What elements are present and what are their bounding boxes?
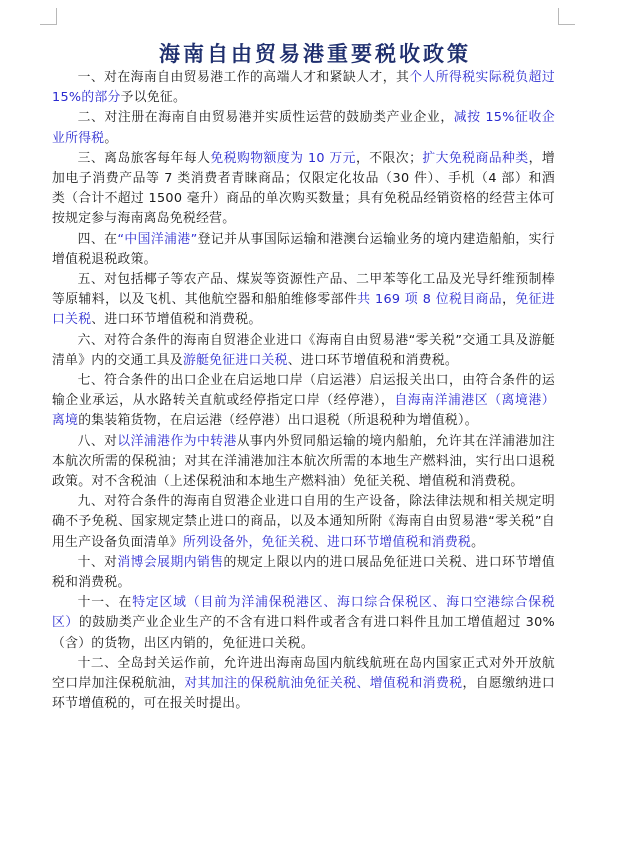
policy-paragraph-2 — [52, 108, 555, 148]
crop-mark-top-right — [558, 8, 575, 25]
paragraph-text: ，增加电子消费产品等 7 类消费者青睐商品；仅限定化妆品（30 件）、手机（4 部）和酒类（合计不超过 1500 毫升）商品的单次购买数量；具有免税品经销资格的经营主体可按规定参与海南离岛免税经营。 — [52, 150, 556, 227]
policy-paragraph-8 — [52, 432, 555, 493]
highlighted-text: “中国洋浦港” — [117, 231, 198, 247]
paragraph-text: 四、在 — [77, 231, 118, 247]
paragraph-text: 三、离岛旅客每年每人 — [77, 150, 211, 166]
paragraph-text: 十、对 — [77, 554, 118, 570]
document-body — [52, 68, 555, 715]
paragraph-text: 七、符合条件的出口企业在启运地口岸（启运港）启运报关出口，由符合条件的运输企业承运，从水路转关直航或经停指定口岸（经停港）， — [52, 373, 555, 409]
paragraph-text: 九、对符合条件的海南自贸港企业进口自用的生产设备，除法律法规和相关规定明确不予免税、国家规定禁止进口的商品，以及本通知所附《海南自由贸易港“零关税”自用生产设备负面清单》 — [52, 494, 555, 550]
paragraph-text: 十一、在 — [77, 595, 133, 611]
paragraph-text: 。 — [104, 130, 118, 146]
highlighted-text: 免税购物额度为 10 万元 — [210, 150, 356, 166]
paragraph-text: 、进口环节增值税和消费税。 — [91, 312, 262, 328]
paragraph-text: 从事内外贸同船运输的境内船舶，允许其在洋浦港加注本航次所需的保税油；对其在洋浦港加注本航次所需的本地生产燃料油，实行出口退税政策。对不含税油（上述保税油和本地生产燃料油）免征关税、增值税和消费税。 — [52, 433, 555, 490]
policy-paragraph-12 — [52, 654, 555, 715]
policy-paragraph-6 — [52, 331, 555, 371]
policy-paragraph-10 — [52, 553, 555, 593]
policy-paragraph-4 — [52, 230, 555, 270]
paragraph-text: 、进口环节增值税和消费税。 — [287, 352, 459, 368]
paragraph-text: 的集装箱货物，在启运港（经停港）出口退税（所退税种为增值税）。 — [78, 413, 478, 429]
policy-paragraph-1 — [52, 68, 555, 108]
paragraph-text: 的规定上限以内的进口展品免征进口关税、进口环节增值税和消费税。 — [52, 554, 555, 591]
paragraph-text: 的鼓励类产业企业生产的不含有进口料件或者含有进口料件且加工增值超过 30%（含）的货物，出区内销的，免征进口关税。 — [52, 615, 555, 651]
paragraph-text: ， — [502, 292, 516, 308]
highlighted-text: 游艇免征进口关税 — [182, 352, 288, 368]
policy-paragraph-7 — [52, 371, 555, 432]
highlighted-text: 共 169 项 8 位税目商品 — [357, 292, 503, 308]
document-title: 海南自由贸易港重要税收政策 — [159, 42, 471, 66]
paragraph-text: 五、对包括椰子等农产品、煤炭等资源性产品、二甲苯等化工品及光导纤维预制棒等原辅料，以及飞机、其他航空器和船舶维修零部件 — [52, 272, 555, 308]
highlighted-text: 以洋浦港作为中转港 — [117, 433, 237, 449]
highlighted-text: 自海南洋浦港区（离境港）离境 — [52, 393, 555, 429]
paragraph-text: 登记并从事国际运输和港澳台运输业务的境内建造船舶，实行增值税退税政策。 — [52, 231, 556, 267]
highlighted-text: 消博会展期内销售 — [117, 554, 224, 570]
policy-paragraph-11 — [52, 593, 555, 654]
paragraph-text: ，自愿缴纳进口环节增值税的，可在报关时提出。 — [52, 676, 555, 712]
highlighted-text: 减按 15%征收企业所得税 — [52, 110, 555, 146]
paragraph-text: 八、对 — [77, 433, 118, 449]
paragraph-text: 予以免征。 — [120, 90, 187, 106]
paragraph-text: 。 — [471, 534, 485, 550]
paragraph-text: 二、对注册在海南自由贸易港并实质性运营的鼓励类产业企业， — [77, 110, 454, 126]
crop-mark-top-left — [40, 8, 57, 25]
policy-paragraph-3 — [52, 149, 555, 230]
highlighted-text: 对其加注的保税航油免征关税、增值税和消费税 — [184, 676, 463, 692]
highlighted-text: 个人所得税实际税负超过 15%的部分 — [52, 70, 555, 106]
highlighted-text: 特定区域（目前为洋浦保税港区、海口综合保税区、海口空港综合保税区） — [52, 595, 555, 631]
policy-paragraph-5 — [52, 270, 555, 331]
paragraph-text: 六、对符合条件的海南自贸港企业进口《海南自由贸易港“零关税”交通工具及游艇清单》内的交通工具及 — [52, 332, 555, 368]
policy-paragraph-9 — [52, 492, 555, 553]
paragraph-text: 十二、全岛封关运作前，允许进出海南岛国内航线航班在岛内国家正式对外开放航空口岸加注保税航油， — [52, 655, 555, 692]
highlighted-text: 免征进口关税 — [52, 292, 555, 328]
highlighted-text: 扩大免税商品种类 — [422, 150, 529, 166]
paragraph-text: ，不限次； — [355, 150, 423, 166]
paragraph-text: 一、对在海南自由贸易港工作的高端人才和紧缺人才，其 — [77, 70, 410, 85]
highlighted-text: 所列设备外，免征关税、进口环节增值税和消费税 — [182, 534, 472, 550]
